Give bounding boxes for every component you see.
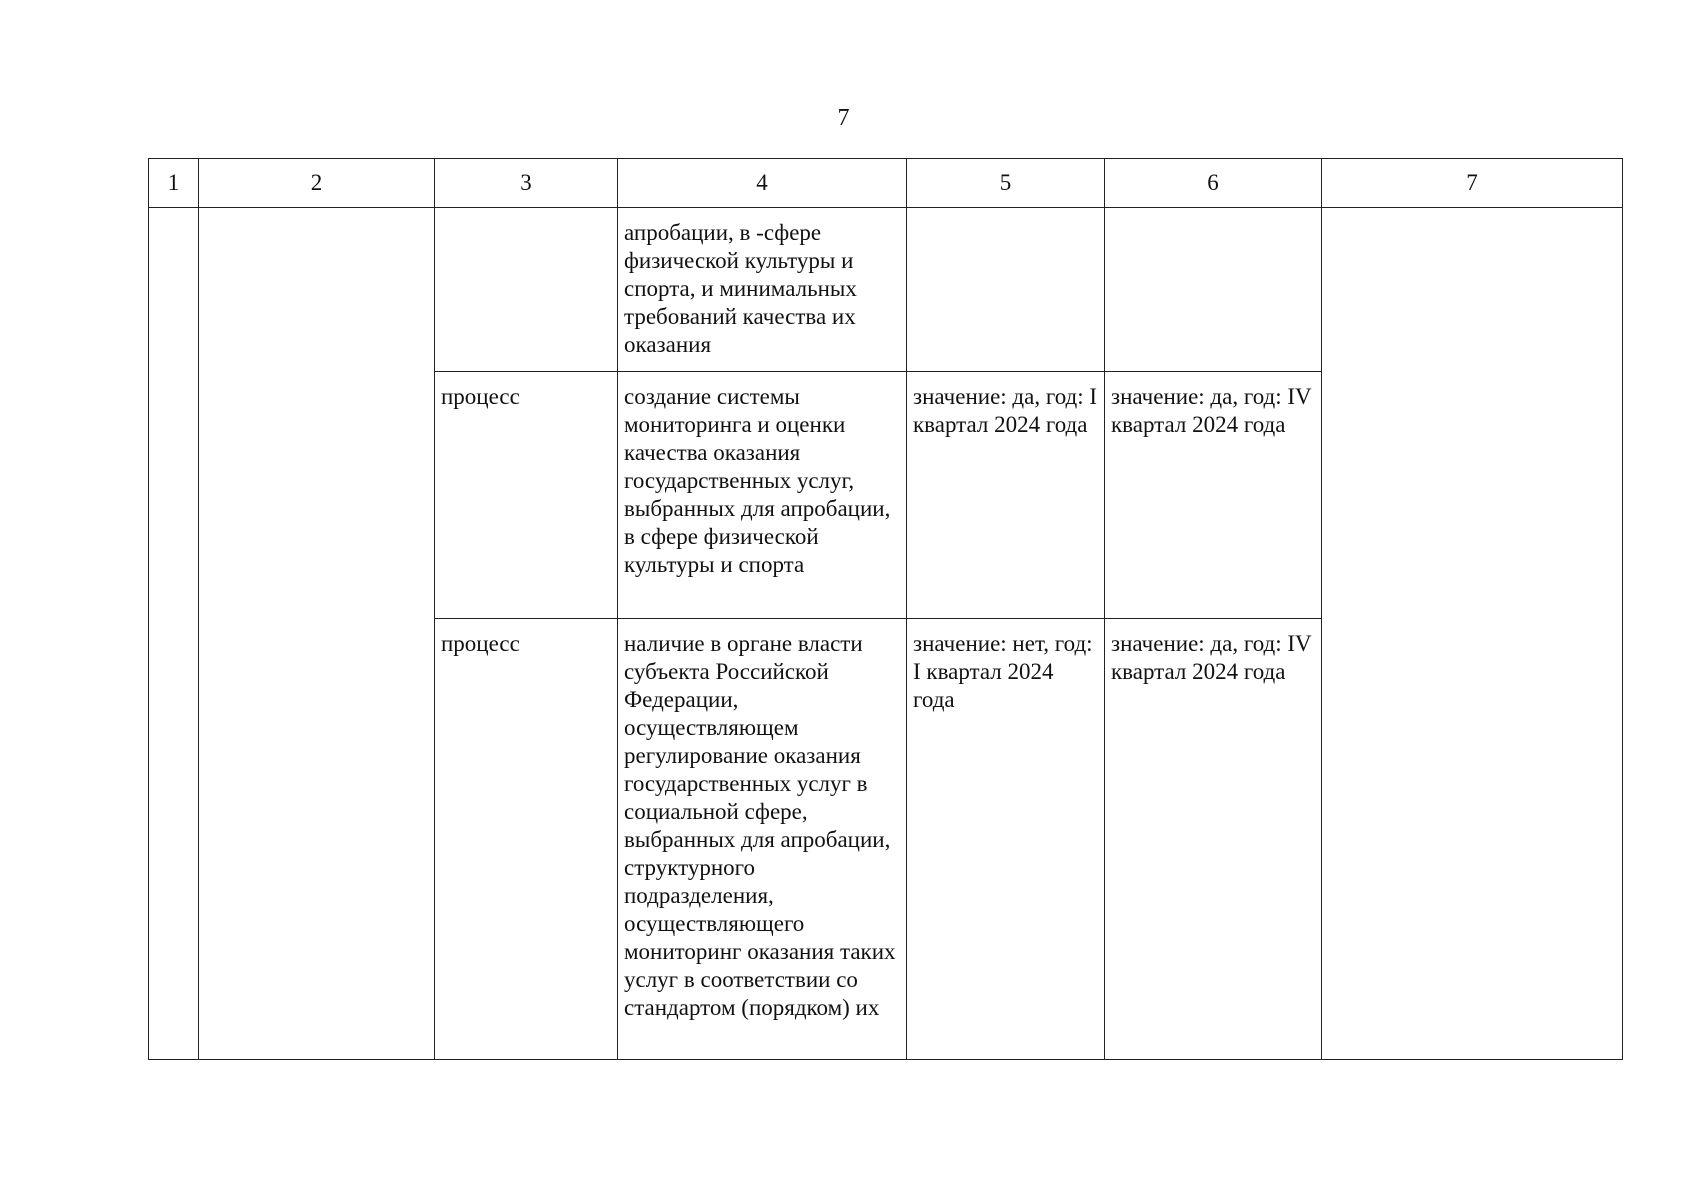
cell-text: создание системы мониторинга и оценки качества оказания государственных услуг, выбранных для апробации, в сфере физической культуры и спорта xyxy=(624,384,891,577)
cell-col-1 xyxy=(149,208,199,1060)
cell-col-4 xyxy=(618,208,907,372)
cell-text: значение: да, год: IV квартал 2024 года xyxy=(1111,631,1312,684)
cell-col-6 xyxy=(1105,372,1322,619)
header-col-2: 2 xyxy=(199,159,435,208)
cell-text: процесс xyxy=(441,631,520,656)
table-header-row xyxy=(149,159,1623,208)
cell-col-5 xyxy=(907,619,1105,1060)
cell-col-4 xyxy=(618,372,907,619)
indicators-table xyxy=(148,158,1623,1060)
cell-text: апробации, в -сфере физической культуры и спорта, и минимальных требований качества их оказания xyxy=(624,220,857,357)
table-row xyxy=(149,208,1623,372)
cell-text xyxy=(913,208,1098,225)
cell-col-4 xyxy=(618,619,907,1060)
cell-col-6 xyxy=(1105,619,1322,1060)
header-col-6: 6 xyxy=(1105,159,1322,208)
cell-text: наличие в органе власти субъекта Российской Федерации, осуществляющем регулирование оказания государственных услуг в социальной сфере, выбранных для апробации, структурного подразделения, осуществляющего мониторинг оказания таких услуг в соответствии со стандартом (порядком) их xyxy=(624,631,896,1020)
cell-text: процесс xyxy=(441,384,520,409)
cell-col-2 xyxy=(199,208,435,1060)
cell-text xyxy=(441,208,611,225)
cell-col-7 xyxy=(1322,208,1623,1060)
cell-col-3 xyxy=(435,372,618,619)
cell-text: значение: да, год: I квартал 2024 года xyxy=(913,384,1098,437)
cell-col-5 xyxy=(907,372,1105,619)
cell-col-5 xyxy=(907,208,1105,372)
cell-text: значение: нет, год: I квартал 2024 года xyxy=(913,631,1093,712)
header-col-1: 1 xyxy=(149,159,199,208)
page-number: 7 xyxy=(837,105,850,131)
cell-col-6 xyxy=(1105,208,1322,372)
header-col-7: 7 xyxy=(1322,159,1623,208)
header-col-3: 3 xyxy=(435,159,618,208)
header-col-4: 4 xyxy=(618,159,907,208)
header-col-5: 5 xyxy=(907,159,1105,208)
cell-text: значение: да, год: IV квартал 2024 года xyxy=(1111,384,1312,437)
cell-col-3 xyxy=(435,619,618,1060)
cell-col-3 xyxy=(435,208,618,372)
cell-text xyxy=(1111,208,1315,225)
